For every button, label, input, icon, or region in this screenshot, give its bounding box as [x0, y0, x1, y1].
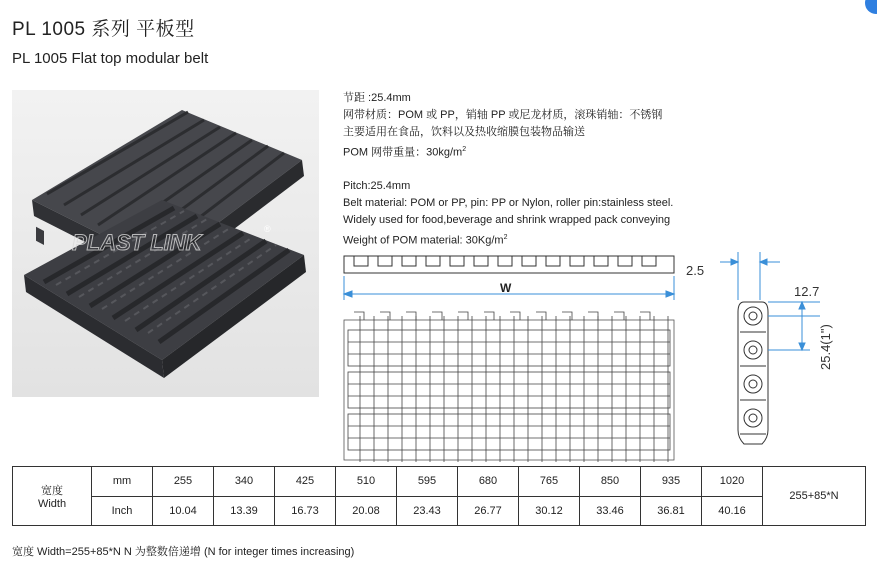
belt-plan-view — [344, 312, 674, 462]
page-title-en: PL 1005 Flat top modular belt — [12, 50, 209, 67]
technical-drawing — [340, 250, 877, 467]
unit-mm-cell: mm — [92, 467, 153, 497]
inch-value-cell: 33.46 — [580, 496, 641, 526]
dim-thickness: 2.5 — [686, 263, 705, 278]
side-dimensions — [720, 252, 820, 350]
mm-value-cell: 510 — [336, 467, 397, 497]
spec-line-cn: 节距 :25.4mm — [343, 92, 411, 104]
spec-line-en: Pitch:25.4mm — [343, 179, 411, 192]
footnote: 宽度 Width=255+85*N N 为整数倍递增 (N for integer times increasing) — [12, 546, 355, 558]
inch-value-cell: 16.73 — [275, 496, 336, 526]
dim-pitch: 25.4(1") — [818, 324, 833, 370]
page-title-cn: PL 1005 系列 平板型 — [12, 19, 195, 40]
mm-value-cell: 255 — [153, 467, 214, 497]
inch-value-cell: 40.16 — [702, 496, 763, 526]
mm-value-cell: 595 — [397, 467, 458, 497]
width-table — [12, 466, 866, 526]
inch-value-cell: 36.81 — [641, 496, 702, 526]
unit-inch-cell: Inch — [92, 496, 153, 526]
inch-value-cell: 10.04 — [153, 496, 214, 526]
mm-value-cell: 765 — [519, 467, 580, 497]
spec-line-cn: 主要适用在食品，饮料以及热收缩膜包装物品输送 — [343, 126, 585, 138]
formula-cell: 255+85*N — [763, 467, 866, 526]
mm-value-cell: 340 — [214, 467, 275, 497]
table-row — [13, 467, 866, 497]
belt-side-profile — [344, 256, 674, 273]
inch-value-cell: 13.39 — [214, 496, 275, 526]
inch-value-cell: 23.43 — [397, 496, 458, 526]
watermark-text: PLAST LINK — [72, 230, 202, 255]
belt-photo-illustration — [12, 90, 319, 397]
table-row — [13, 496, 866, 526]
registered-mark: ® — [264, 224, 271, 234]
dim-height: 12.7 — [794, 284, 820, 299]
spec-line-en: Weight of POM material: $30Kg/m^2$ — [343, 233, 508, 247]
width-header-en: Width — [37, 498, 67, 510]
inch-value-cell: 20.08 — [336, 496, 397, 526]
width-header-cn: 宽度 — [41, 485, 63, 497]
corner-accent — [865, 0, 877, 14]
mm-value-cell: 425 — [275, 467, 336, 497]
inch-value-cell: 26.77 — [458, 496, 519, 526]
spec-line-en: Widely used for food,beverage and shrink wrapped pack conveying — [343, 213, 671, 226]
mm-value-cell: 680 — [458, 467, 519, 497]
inch-value-cell: 30.12 — [519, 496, 580, 526]
spec-line-cn: POM 网带重量：$30kg/m^2$ — [343, 146, 467, 159]
mm-value-cell: 1020 — [702, 467, 763, 497]
width-label: W — [500, 281, 512, 295]
spec-line-cn: 网带材质：POM 或 PP，销轴 PP 或尼龙材质，滚珠销轴：不锈钢 — [343, 109, 663, 121]
spec-block — [343, 90, 673, 249]
width-header-cell — [13, 467, 92, 526]
mm-value-cell: 935 — [641, 467, 702, 497]
product-photo — [12, 90, 319, 397]
spec-line-en: Belt material: POM or PP, pin: PP or Nylon, roller pin:stainless steel. — [343, 196, 674, 209]
belt-side-view — [738, 302, 768, 444]
mm-value-cell: 850 — [580, 467, 641, 497]
